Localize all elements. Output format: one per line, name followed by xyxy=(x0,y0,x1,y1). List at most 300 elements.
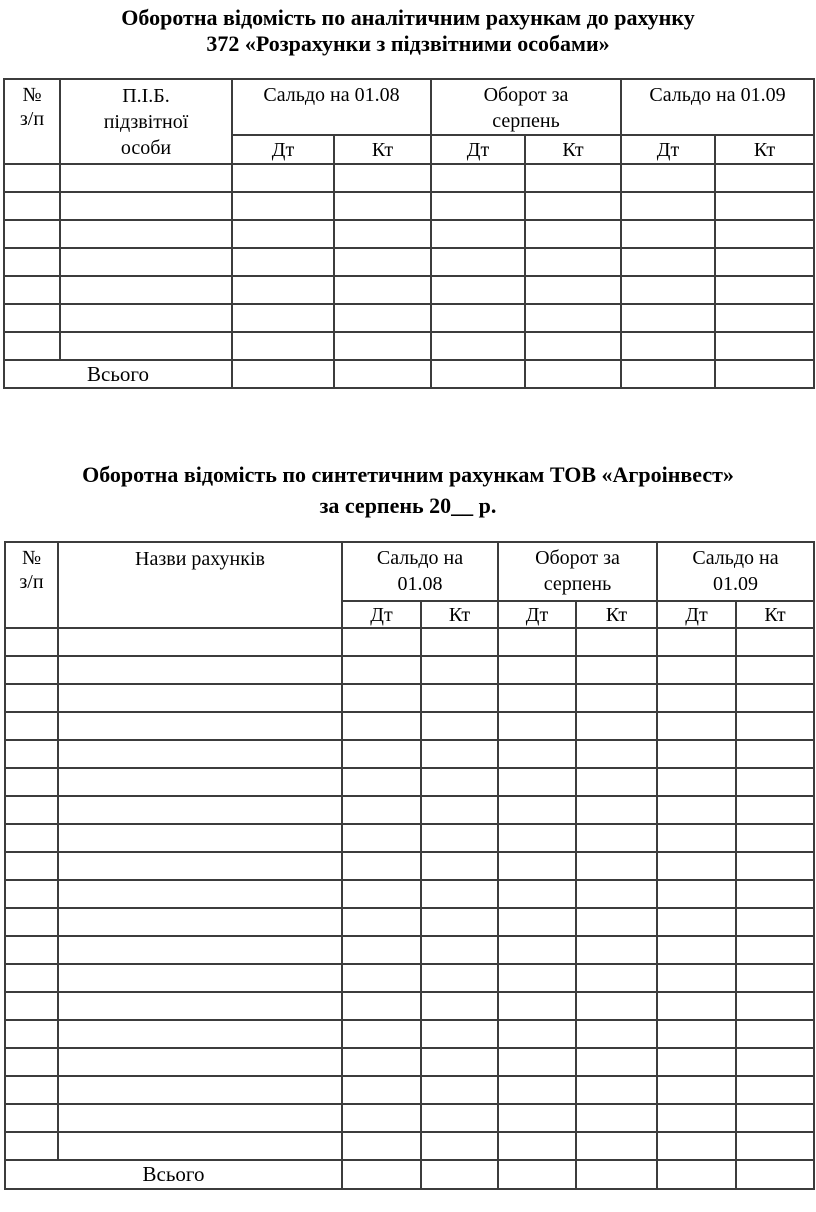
empty-cell xyxy=(576,1076,657,1104)
empty-cell xyxy=(657,656,736,684)
synthetic-accounts-table xyxy=(4,541,815,1190)
analytical-accounts-table xyxy=(3,78,815,389)
empty-cell xyxy=(60,220,232,248)
empty-cell xyxy=(58,1132,342,1160)
empty-cell xyxy=(525,276,621,304)
empty-cell xyxy=(5,1104,58,1132)
empty-cell xyxy=(657,852,736,880)
empty-cell xyxy=(498,964,576,992)
empty-cell xyxy=(498,880,576,908)
empty-cell xyxy=(342,1020,421,1048)
table2-subheader-kt2: Кт xyxy=(576,601,657,628)
empty-cell xyxy=(498,1132,576,1160)
table1-subheader-kt2: Кт xyxy=(525,135,621,164)
empty-cell xyxy=(525,248,621,276)
empty-table-row xyxy=(5,936,814,964)
empty-cell xyxy=(342,1076,421,1104)
empty-table-row xyxy=(5,964,814,992)
table2-subheader-dt1: Дт xyxy=(342,601,421,628)
empty-cell xyxy=(715,248,814,276)
empty-cell xyxy=(621,304,715,332)
empty-cell xyxy=(576,656,657,684)
table2-header-group-row xyxy=(5,542,814,601)
empty-table-row xyxy=(5,768,814,796)
empty-cell xyxy=(421,852,498,880)
empty-cell xyxy=(232,220,334,248)
empty-cell xyxy=(657,740,736,768)
table1-group2-line1: Сальдо на 01.09 xyxy=(649,84,786,106)
empty-cell xyxy=(4,276,60,304)
empty-cell xyxy=(498,628,576,656)
empty-cell xyxy=(421,1104,498,1132)
empty-cell xyxy=(342,992,421,1020)
empty-table-row xyxy=(4,248,814,276)
empty-cell xyxy=(576,1104,657,1132)
title1-line2: 372 «Розрахунки з підзвітними особами» xyxy=(206,31,610,56)
empty-cell xyxy=(232,164,334,192)
empty-cell xyxy=(736,1020,814,1048)
empty-cell xyxy=(58,852,342,880)
empty-cell xyxy=(421,1048,498,1076)
empty-cell xyxy=(736,908,814,936)
table1-name-line1: П.І.Б. xyxy=(122,85,170,107)
empty-cell xyxy=(58,628,342,656)
empty-cell xyxy=(525,304,621,332)
empty-cell xyxy=(621,220,715,248)
empty-cell xyxy=(736,656,814,684)
empty-table-row xyxy=(5,628,814,656)
empty-cell xyxy=(421,1132,498,1160)
empty-cell xyxy=(58,1076,342,1104)
empty-cell xyxy=(657,684,736,712)
empty-cell xyxy=(421,1076,498,1104)
empty-cell xyxy=(657,992,736,1020)
empty-cell xyxy=(736,936,814,964)
empty-cell xyxy=(58,964,342,992)
empty-cell xyxy=(576,740,657,768)
table1-total-row xyxy=(4,360,814,388)
empty-cell xyxy=(342,1104,421,1132)
empty-cell xyxy=(58,684,342,712)
empty-cell xyxy=(621,276,715,304)
empty-cell xyxy=(736,1048,814,1076)
empty-cell xyxy=(5,656,58,684)
empty-cell xyxy=(342,824,421,852)
empty-cell xyxy=(657,1020,736,1048)
table1-subheader-dt3: Дт xyxy=(621,135,715,164)
empty-cell xyxy=(498,824,576,852)
empty-table-row xyxy=(5,740,814,768)
table1-header-name xyxy=(60,79,232,164)
table2-subheader-kt3: Кт xyxy=(736,601,814,628)
table1-subheader-dt1: Дт xyxy=(232,135,334,164)
table1-header-num xyxy=(4,79,60,164)
empty-cell xyxy=(498,992,576,1020)
empty-table-row xyxy=(4,304,814,332)
empty-cell xyxy=(58,908,342,936)
empty-cell xyxy=(498,852,576,880)
empty-cell xyxy=(342,768,421,796)
empty-cell xyxy=(736,1104,814,1132)
empty-cell xyxy=(525,192,621,220)
table2-group1-line2: серпень xyxy=(543,573,612,595)
empty-cell xyxy=(334,332,431,360)
empty-cell xyxy=(334,220,431,248)
empty-cell xyxy=(58,740,342,768)
empty-cell xyxy=(5,1020,58,1048)
empty-cell xyxy=(576,992,657,1020)
table2-header-num xyxy=(5,542,58,628)
empty-cell xyxy=(342,684,421,712)
empty-cell xyxy=(5,740,58,768)
empty-table-row xyxy=(5,908,814,936)
empty-cell xyxy=(736,852,814,880)
empty-cell xyxy=(576,936,657,964)
empty-cell xyxy=(5,712,58,740)
empty-cell xyxy=(657,1104,736,1132)
empty-cell xyxy=(576,1020,657,1048)
empty-cell xyxy=(342,712,421,740)
empty-table-row xyxy=(4,332,814,360)
empty-cell xyxy=(342,880,421,908)
empty-cell xyxy=(657,936,736,964)
empty-cell xyxy=(5,684,58,712)
empty-cell xyxy=(60,248,232,276)
empty-cell xyxy=(621,360,715,388)
analytical-statement-title xyxy=(0,5,816,57)
empty-cell xyxy=(576,880,657,908)
empty-cell xyxy=(498,740,576,768)
table1-body xyxy=(4,164,814,360)
title1-line1: Оборотна відомість по аналітичним рахункам до рахунку xyxy=(121,5,695,30)
empty-cell xyxy=(498,1160,576,1189)
empty-cell xyxy=(736,768,814,796)
table2-group2-line2: 01.09 xyxy=(713,573,758,595)
empty-cell xyxy=(58,796,342,824)
table1-header-turnover-august xyxy=(431,79,621,135)
empty-cell xyxy=(576,628,657,656)
empty-cell xyxy=(342,796,421,824)
empty-cell xyxy=(498,1076,576,1104)
empty-table-row xyxy=(5,796,814,824)
table2-subheader-dt3: Дт xyxy=(657,601,736,628)
empty-cell xyxy=(5,824,58,852)
empty-cell xyxy=(736,796,814,824)
empty-cell xyxy=(736,880,814,908)
empty-cell xyxy=(498,768,576,796)
empty-cell xyxy=(421,768,498,796)
empty-cell xyxy=(421,684,498,712)
empty-cell xyxy=(342,1048,421,1076)
empty-cell xyxy=(657,964,736,992)
empty-cell xyxy=(342,628,421,656)
empty-cell xyxy=(5,1048,58,1076)
empty-cell xyxy=(342,1132,421,1160)
empty-cell xyxy=(715,360,814,388)
empty-cell xyxy=(576,712,657,740)
empty-cell xyxy=(498,1020,576,1048)
empty-cell xyxy=(715,304,814,332)
empty-cell xyxy=(736,628,814,656)
empty-cell xyxy=(498,712,576,740)
table2-body xyxy=(5,628,814,1160)
empty-table-row xyxy=(5,1020,814,1048)
empty-cell xyxy=(334,192,431,220)
empty-cell xyxy=(576,1160,657,1189)
empty-cell xyxy=(576,796,657,824)
empty-cell xyxy=(5,852,58,880)
empty-cell xyxy=(421,992,498,1020)
empty-cell xyxy=(342,740,421,768)
empty-cell xyxy=(4,164,60,192)
empty-cell xyxy=(657,1132,736,1160)
empty-cell xyxy=(498,684,576,712)
table1-name-line2: підзвітної xyxy=(103,111,189,133)
empty-cell xyxy=(342,852,421,880)
table1-subheader-kt1: Кт xyxy=(334,135,431,164)
empty-cell xyxy=(5,1076,58,1104)
empty-cell xyxy=(60,192,232,220)
empty-cell xyxy=(657,712,736,740)
empty-cell xyxy=(58,1048,342,1076)
title2-line1: Оборотна відомість по синтетичним рахункам ТОВ «Агроінвест» xyxy=(82,462,734,487)
empty-cell xyxy=(421,936,498,964)
empty-cell xyxy=(60,276,232,304)
empty-cell xyxy=(736,712,814,740)
synthetic-statement-title xyxy=(0,459,816,521)
empty-cell xyxy=(5,628,58,656)
empty-cell xyxy=(421,628,498,656)
table1-name-line3: особи xyxy=(120,137,172,159)
table1-num-line1: № xyxy=(22,84,42,106)
empty-cell xyxy=(736,1132,814,1160)
table1-total-label: Всього xyxy=(4,360,232,388)
empty-cell xyxy=(498,656,576,684)
table2-total-row xyxy=(5,1160,814,1189)
empty-cell xyxy=(4,248,60,276)
empty-cell xyxy=(60,304,232,332)
table2-group1-line1: Оборот за xyxy=(535,547,620,569)
empty-cell xyxy=(342,936,421,964)
empty-cell xyxy=(421,740,498,768)
empty-cell xyxy=(576,1132,657,1160)
empty-cell xyxy=(232,248,334,276)
empty-cell xyxy=(232,304,334,332)
empty-table-row xyxy=(5,1104,814,1132)
empty-cell xyxy=(576,852,657,880)
empty-table-row xyxy=(5,1132,814,1160)
empty-cell xyxy=(715,220,814,248)
empty-cell xyxy=(58,824,342,852)
empty-cell xyxy=(334,164,431,192)
empty-cell xyxy=(58,992,342,1020)
empty-table-row xyxy=(5,992,814,1020)
empty-cell xyxy=(431,164,525,192)
empty-cell xyxy=(334,276,431,304)
table2-subheader-kt1: Кт xyxy=(421,601,498,628)
empty-cell xyxy=(431,192,525,220)
empty-cell xyxy=(58,1104,342,1132)
empty-cell xyxy=(5,908,58,936)
empty-table-row xyxy=(4,192,814,220)
empty-cell xyxy=(431,220,525,248)
empty-cell xyxy=(421,880,498,908)
empty-table-row xyxy=(5,712,814,740)
empty-cell xyxy=(232,360,334,388)
empty-cell xyxy=(715,332,814,360)
empty-cell xyxy=(60,164,232,192)
empty-cell xyxy=(60,332,232,360)
table1-group1-line1: Оборот за xyxy=(483,84,569,106)
empty-cell xyxy=(498,936,576,964)
empty-table-row xyxy=(5,656,814,684)
empty-cell xyxy=(657,824,736,852)
empty-cell xyxy=(657,908,736,936)
empty-cell xyxy=(657,768,736,796)
empty-cell xyxy=(736,684,814,712)
empty-cell xyxy=(232,276,334,304)
empty-cell xyxy=(5,768,58,796)
empty-table-row xyxy=(5,1076,814,1104)
empty-cell xyxy=(431,332,525,360)
empty-cell xyxy=(576,964,657,992)
table1-num-line2: з/п xyxy=(19,108,45,130)
empty-cell xyxy=(431,304,525,332)
empty-cell xyxy=(736,1160,814,1189)
empty-cell xyxy=(58,712,342,740)
table1-subheader-kt3: Кт xyxy=(715,135,814,164)
empty-cell xyxy=(657,1160,736,1189)
empty-cell xyxy=(525,164,621,192)
empty-cell xyxy=(736,1076,814,1104)
empty-cell xyxy=(4,304,60,332)
empty-cell xyxy=(232,192,334,220)
table1-group0-line1: Сальдо на 01.08 xyxy=(263,84,400,106)
empty-cell xyxy=(421,656,498,684)
table2-group0-line1: Сальдо на xyxy=(376,547,464,569)
empty-cell xyxy=(715,276,814,304)
empty-cell xyxy=(5,1132,58,1160)
empty-cell xyxy=(715,192,814,220)
empty-cell xyxy=(657,628,736,656)
empty-cell xyxy=(421,1020,498,1048)
empty-cell xyxy=(421,824,498,852)
empty-cell xyxy=(621,192,715,220)
empty-table-row xyxy=(4,276,814,304)
empty-table-row xyxy=(5,1048,814,1076)
empty-cell xyxy=(431,276,525,304)
table2-num-line1: № xyxy=(21,547,42,569)
empty-cell xyxy=(715,164,814,192)
empty-cell xyxy=(334,304,431,332)
empty-cell xyxy=(421,712,498,740)
table1-header-group-row xyxy=(4,79,814,135)
empty-cell xyxy=(421,908,498,936)
empty-cell xyxy=(576,1048,657,1076)
table2-subheader-dt2: Дт xyxy=(498,601,576,628)
empty-cell xyxy=(342,656,421,684)
table2-num-line2: з/п xyxy=(19,571,44,593)
table2-group0-line2: 01.08 xyxy=(397,573,443,595)
empty-cell xyxy=(525,332,621,360)
empty-cell xyxy=(4,332,60,360)
table2-header-saldo-0108 xyxy=(342,542,498,601)
empty-table-row xyxy=(4,164,814,192)
empty-cell xyxy=(5,964,58,992)
empty-cell xyxy=(5,796,58,824)
empty-cell xyxy=(657,880,736,908)
empty-cell xyxy=(621,164,715,192)
empty-cell xyxy=(657,1076,736,1104)
table2-header-turnover-august xyxy=(498,542,657,601)
empty-cell xyxy=(525,360,621,388)
empty-cell xyxy=(736,992,814,1020)
empty-cell xyxy=(498,1048,576,1076)
empty-cell xyxy=(421,796,498,824)
empty-cell xyxy=(421,964,498,992)
empty-cell xyxy=(431,248,525,276)
empty-cell xyxy=(576,684,657,712)
empty-cell xyxy=(58,656,342,684)
empty-cell xyxy=(342,964,421,992)
table2-total-label: Всього xyxy=(5,1160,342,1189)
empty-cell xyxy=(621,332,715,360)
empty-cell xyxy=(736,740,814,768)
empty-cell xyxy=(342,908,421,936)
empty-table-row xyxy=(4,220,814,248)
empty-cell xyxy=(736,824,814,852)
empty-cell xyxy=(576,908,657,936)
empty-cell xyxy=(498,908,576,936)
empty-cell xyxy=(498,796,576,824)
empty-cell xyxy=(58,880,342,908)
empty-cell xyxy=(657,796,736,824)
empty-cell xyxy=(58,1020,342,1048)
table2-name-line1: Назви рахунків xyxy=(135,548,265,570)
table2-header-saldo-0109 xyxy=(657,542,814,601)
table2-header-name xyxy=(58,542,342,628)
empty-cell xyxy=(4,192,60,220)
empty-cell xyxy=(4,220,60,248)
table1-group1-line2: серпень xyxy=(492,110,560,132)
empty-cell xyxy=(657,1048,736,1076)
empty-cell xyxy=(525,220,621,248)
empty-cell xyxy=(342,1160,421,1189)
empty-cell xyxy=(5,936,58,964)
title2-line2: за серпень 20__ р. xyxy=(319,493,497,518)
empty-cell xyxy=(58,936,342,964)
empty-cell xyxy=(334,248,431,276)
empty-table-row xyxy=(5,880,814,908)
empty-cell xyxy=(334,360,431,388)
empty-cell xyxy=(232,332,334,360)
empty-cell xyxy=(5,992,58,1020)
empty-cell xyxy=(58,768,342,796)
empty-cell xyxy=(5,880,58,908)
table1-header-saldo-0108 xyxy=(232,79,431,135)
table2-group2-line1: Сальдо на xyxy=(692,547,779,569)
empty-cell xyxy=(621,248,715,276)
empty-cell xyxy=(576,824,657,852)
empty-cell xyxy=(498,1104,576,1132)
table1-subheader-dt2: Дт xyxy=(431,135,525,164)
empty-table-row xyxy=(5,852,814,880)
empty-table-row xyxy=(5,824,814,852)
empty-cell xyxy=(736,964,814,992)
empty-cell xyxy=(431,360,525,388)
table1-header-saldo-0109 xyxy=(621,79,814,135)
empty-cell xyxy=(421,1160,498,1189)
